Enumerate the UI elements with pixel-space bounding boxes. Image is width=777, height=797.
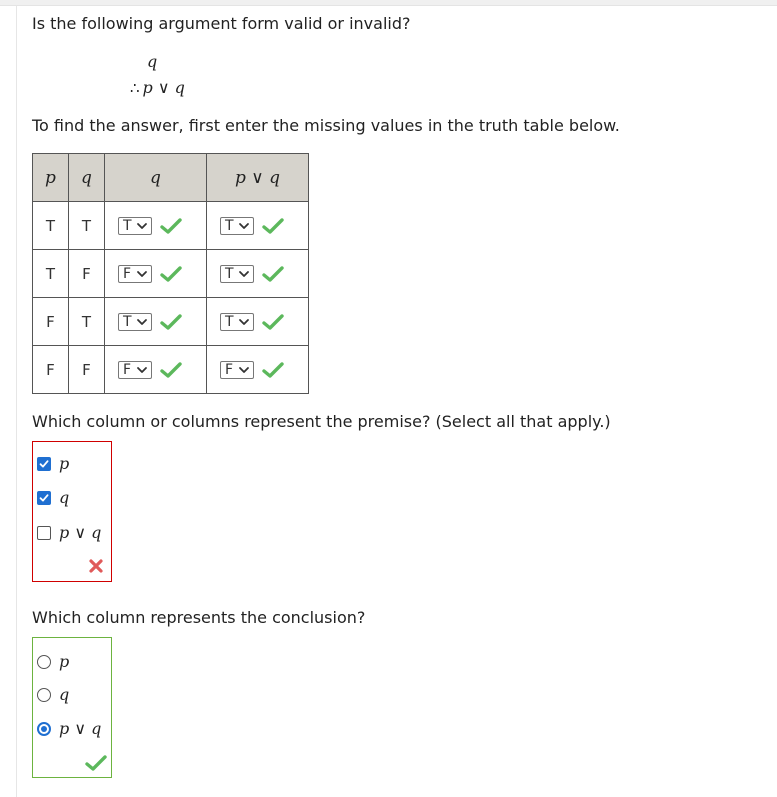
p-or-q-dropdown[interactable] — [220, 361, 254, 379]
truth-table — [32, 153, 309, 394]
chevron-down-icon — [238, 365, 250, 375]
checkbox-unchecked-icon[interactable] — [37, 526, 51, 540]
green-check-icon — [85, 754, 107, 772]
chevron-down-icon — [136, 365, 148, 375]
premise-option-label-p-or-q: p ∨ q — [59, 523, 102, 542]
header-premise-q: q — [105, 154, 207, 202]
premise-question-text: Which column or columns represent the premise? (Select all that apply.) — [32, 412, 611, 431]
premise-q-dropdown[interactable] — [118, 313, 152, 331]
truth-table-row — [33, 346, 309, 394]
argument-premise: q — [147, 52, 158, 71]
green-check-icon — [262, 313, 284, 331]
cell-p-or-q — [207, 202, 309, 250]
dropdown-value: T — [123, 217, 132, 234]
chevron-down-icon — [136, 317, 148, 327]
conclusion-option-p[interactable] — [37, 652, 69, 671]
conclusion-option-p-or-q[interactable] — [37, 719, 101, 738]
dropdown-value: F — [123, 361, 132, 378]
dropdown-value: T — [225, 265, 234, 282]
cell-q: F — [69, 250, 105, 298]
chevron-down-icon — [136, 221, 148, 231]
cell-premise-q — [105, 250, 207, 298]
premise-options-group — [32, 441, 112, 582]
premise-option-q[interactable] — [37, 488, 69, 507]
premise-option-p[interactable] — [37, 454, 69, 473]
p-or-q-dropdown[interactable] — [220, 217, 254, 235]
green-check-icon — [160, 313, 182, 331]
green-check-icon — [262, 361, 284, 379]
cell-p-or-q — [207, 298, 309, 346]
premise-q-dropdown[interactable] — [118, 361, 152, 379]
p-or-q-dropdown[interactable] — [220, 265, 254, 283]
cell-p: T — [33, 202, 69, 250]
cell-premise-q — [105, 298, 207, 346]
conclusion-question-text: Which column represents the conclusion? — [32, 608, 366, 627]
conclusion-option-q[interactable] — [37, 685, 69, 704]
cell-premise-q — [105, 202, 207, 250]
premise-option-label-q: q — [59, 488, 70, 507]
cell-q: T — [69, 298, 105, 346]
radio-unselected-icon[interactable] — [37, 688, 51, 702]
dropdown-value: T — [123, 313, 132, 330]
dropdown-value: F — [225, 361, 234, 378]
green-check-icon — [160, 361, 182, 379]
dropdown-value: F — [123, 265, 132, 282]
premise-q-dropdown[interactable] — [118, 265, 152, 283]
conclusion-formula: p ∨ q — [142, 78, 185, 97]
premise-q-dropdown[interactable] — [118, 217, 152, 235]
truth-table-row — [33, 202, 309, 250]
header-q: q — [69, 154, 105, 202]
green-check-icon — [160, 217, 182, 235]
question-text: Is the following argument form valid or invalid? — [32, 14, 411, 33]
radio-unselected-icon[interactable] — [37, 655, 51, 669]
cell-p: T — [33, 250, 69, 298]
argument-conclusion — [130, 78, 185, 97]
premise-option-p-or-q[interactable] — [37, 523, 101, 542]
truth-table-row — [33, 250, 309, 298]
conclusion-option-label-p: p — [59, 652, 70, 671]
cell-p-or-q — [207, 250, 309, 298]
cell-q: F — [69, 346, 105, 394]
header-p: p — [33, 154, 69, 202]
left-divider — [16, 6, 17, 797]
instruction-text: To find the answer, first enter the missing values in the truth table below. — [32, 116, 620, 135]
cell-p: F — [33, 298, 69, 346]
therefore-symbol: ∴ — [130, 79, 140, 97]
conclusion-option-label-p-or-q: p ∨ q — [59, 719, 102, 738]
checkbox-checked-icon[interactable] — [37, 491, 51, 505]
conclusion-option-label-q: q — [59, 685, 70, 704]
truth-table-row — [33, 298, 309, 346]
dropdown-value: T — [225, 217, 234, 234]
cell-q: T — [69, 202, 105, 250]
cell-p: F — [33, 346, 69, 394]
chevron-down-icon — [136, 269, 148, 279]
green-check-icon — [262, 265, 284, 283]
cell-p-or-q — [207, 346, 309, 394]
dropdown-value: T — [225, 313, 234, 330]
cell-premise-q — [105, 346, 207, 394]
green-check-icon — [262, 217, 284, 235]
p-or-q-dropdown[interactable] — [220, 313, 254, 331]
checkbox-checked-icon[interactable] — [37, 457, 51, 471]
chevron-down-icon — [238, 221, 250, 231]
conclusion-options-group — [32, 637, 112, 778]
red-x-icon — [88, 558, 104, 574]
chevron-down-icon — [238, 269, 250, 279]
header-p-or-q: p ∨ q — [207, 154, 309, 202]
chevron-down-icon — [238, 317, 250, 327]
green-check-icon — [160, 265, 182, 283]
premise-option-label-p: p — [59, 454, 70, 473]
top-bar — [0, 0, 777, 6]
truth-table-header-row — [33, 154, 309, 202]
radio-selected-icon[interactable] — [37, 722, 51, 736]
